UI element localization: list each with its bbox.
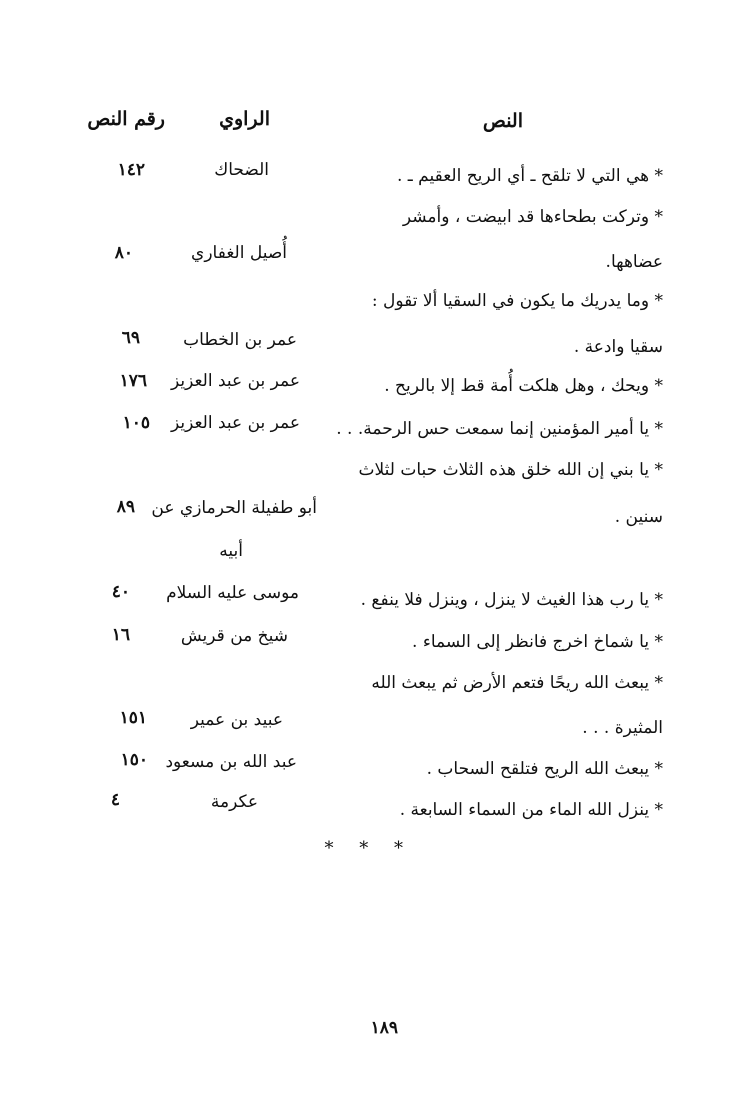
header-narrator: الراوي (219, 108, 270, 130)
entry-number: ١٧٦ (119, 371, 147, 391)
entry-narrator: أُصيل الغفاري (191, 243, 287, 263)
page-number: ١٨٩ (370, 1018, 398, 1038)
entry-text: * يا رب هذا الغيث لا ينزل ، وينزل فلا ينفع . (360, 590, 663, 610)
entry-number: ١٥١ (119, 708, 147, 728)
entry-narrator: عمر بن عبد العزيز (170, 371, 300, 391)
entry-text-continuation: سقيا وادعة . (573, 337, 663, 357)
entry-narrator-continuation: أبيه (219, 541, 243, 561)
header-number: رقم النص (87, 108, 165, 130)
entry-narrator: شيخ من قريش (180, 626, 288, 646)
entry-number: ٦٩ (121, 328, 140, 348)
entry-text-continuation: سنين . (614, 507, 663, 527)
entry-narrator: عمر بن عبد العزيز (170, 413, 300, 433)
entry-number: ١٦ (111, 625, 130, 645)
entry-narrator: الضحاك (214, 160, 269, 180)
entry-text: * يا بني إن الله خلق هذه الثلاث حبات لثلاث (358, 460, 663, 480)
entry-narrator: عبيد بن عمير (190, 710, 283, 730)
entry-text: * وما يدريك ما يكون في السقيا ألا تقول : (371, 291, 663, 311)
entry-narrator: عبد الله بن مسعود (165, 752, 297, 772)
entry-text: * ويحك ، وهل هلكت أُمة قط إلا بالريح . (384, 376, 663, 396)
entry-text-continuation: المثيرة . . . (582, 718, 663, 738)
entry-number: ١٠٥ (122, 413, 150, 433)
entry-text: * يا أمير المؤمنين إنما سمعت حس الرحمة. . . (336, 419, 663, 439)
entry-number: ١٤٢ (117, 160, 145, 180)
header-text: النص (482, 110, 523, 132)
entry-text: * هي التي لا تلقح ـ أي الريح العقيم ـ . (396, 166, 663, 186)
entry-text: * يا شماخ اخرج فانظر إلى السماء . (412, 632, 663, 652)
entry-text: * ينزل الله الماء من السماء السابعة . (399, 800, 663, 820)
entry-number: ٤ (110, 790, 120, 810)
entry-number: ٤٠ (111, 582, 130, 602)
entry-narrator: موسى عليه السلام (166, 583, 299, 603)
entry-number: ٨٩ (116, 497, 135, 517)
entry-narrator: عمر بن الخطاب (183, 330, 297, 350)
entry-narrator: أبو طفيلة الحرمازي عن (151, 498, 317, 518)
section-separator: * * * (324, 838, 413, 859)
entry-number: ٨٠ (114, 243, 133, 263)
entry-text: * يبعث الله الريح فتلقح السحاب . (426, 759, 663, 779)
entry-text-continuation: عضاهها. (605, 252, 663, 272)
entry-number: ١٥٠ (120, 750, 148, 770)
entry-text: * وتركت بطحاءها قد ابيضت ، وأمشر (402, 207, 663, 227)
entry-narrator: عكرمة (210, 792, 258, 812)
entry-text: * يبعث الله ريحًا فتعم الأرض ثم يبعث الله (371, 673, 663, 693)
